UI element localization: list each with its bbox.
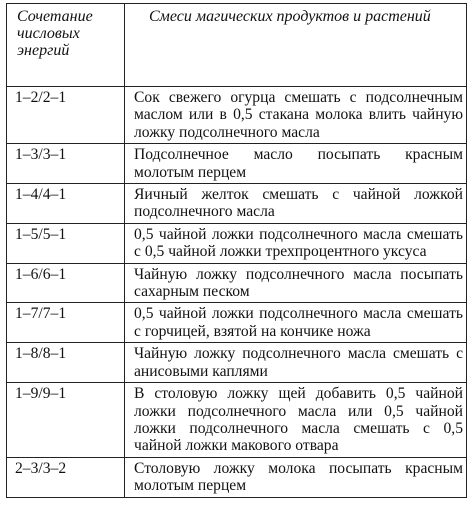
energy-combination: 2–3/3–2 [7, 457, 125, 497]
table-row [7, 343, 467, 383]
mixture-description: 0,5 чайной ложки подсолнечного масла смешать с горчицей, взятой на кончике ножа [125, 303, 467, 343]
header-magic-mixtures: Смеси магических продуктов и растений [125, 4, 467, 87]
energy-combination: 1–5/5–1 [7, 223, 125, 263]
table-row [7, 303, 467, 343]
mixture-description: Чайную ложку подсолнечного масла посыпать сахарным песком [125, 263, 467, 303]
energy-combination: 1–7/7–1 [7, 303, 125, 343]
mixture-description: Столовую ложку молока посыпать красным молотым перцем [125, 457, 467, 497]
energy-combination: 1–3/3–1 [7, 144, 125, 184]
table-row [7, 383, 467, 458]
energy-combination: 1–8/8–1 [7, 343, 125, 383]
table-header-row [7, 4, 467, 87]
mixture-description: Сок свежего огурца смешать с подсолнечным маслом или в 0,5 стакана молока влить чайную ложку подсолнечного масла [125, 87, 467, 144]
table-row [7, 144, 467, 184]
mixture-description: Яичный желток смешать с чайной ложкой подсолнечного масла [125, 184, 467, 224]
table-row [7, 184, 467, 224]
energy-combination: 1–4/4–1 [7, 184, 125, 224]
energy-combination: 1–9/9–1 [7, 383, 125, 458]
magic-mixtures-table [6, 3, 467, 498]
mixture-description: Подсолнечное масло посыпать красным молотым перцем [125, 144, 467, 184]
mixture-description: 0,5 чайной ложки подсолнечного масла смешать с 0,5 чайной ложки трехпроцентного уксуса [125, 223, 467, 263]
table-row [7, 457, 467, 497]
header-numeric-energies: Сочетание числовых энергий [7, 4, 125, 87]
table-row [7, 223, 467, 263]
mixture-description: Чайную ложку подсолнечного масла смешать с анисовыми каплями [125, 343, 467, 383]
table-row [7, 87, 467, 144]
energy-combination: 1–6/6–1 [7, 263, 125, 303]
energy-combination: 1–2/2–1 [7, 87, 125, 144]
table-row [7, 263, 467, 303]
mixture-description: В столовую ложку щей добавить 0,5 чайной ложки подсолнечного масла или 0,5 чайной ложки подсолнечного масла смешать с 0,5 чайной ложки макового отвара [125, 383, 467, 458]
